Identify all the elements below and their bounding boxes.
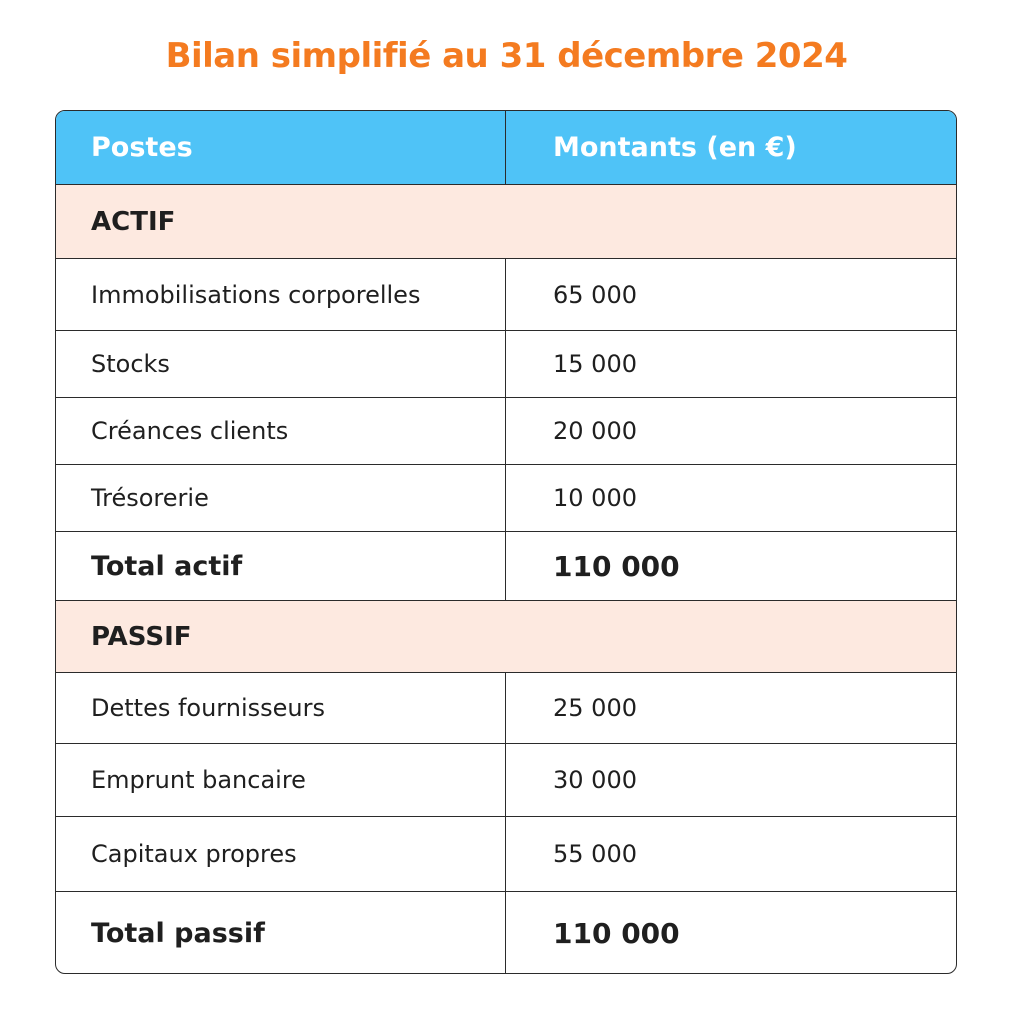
total-value-passif: 110 000: [553, 917, 680, 950]
section-label-actif: ACTIF: [91, 206, 176, 237]
table-row: [56, 817, 956, 892]
table-row: [56, 331, 956, 398]
row-montant: 15 000: [553, 350, 637, 378]
total-row-passif: [56, 892, 956, 974]
row-montant: 25 000: [553, 694, 637, 722]
row-montant: 55 000: [553, 840, 637, 868]
row-poste: Immobilisations corporelles: [56, 259, 506, 330]
row-poste: Capitaux propres: [56, 817, 506, 891]
row-poste: Dettes fournisseurs: [56, 673, 506, 743]
row-poste: Créances clients: [56, 398, 506, 464]
row-montant: 30 000: [553, 766, 637, 794]
table-row: [56, 744, 956, 817]
section-label-passif: PASSIF: [91, 621, 192, 652]
total-label-actif: Total actif: [56, 532, 506, 600]
row-poste: Stocks: [56, 331, 506, 397]
section-row-actif: [56, 185, 956, 259]
total-label-passif: Total passif: [56, 892, 506, 974]
header-montants: Montants (en €): [553, 132, 797, 163]
table-row: [56, 673, 956, 744]
row-poste: Emprunt bancaire: [56, 744, 506, 816]
section-row-passif: [56, 601, 956, 673]
table-header-row: [56, 111, 956, 185]
balance-sheet-table: [55, 110, 957, 974]
row-montant: 65 000: [553, 280, 637, 309]
table-row: [56, 398, 956, 465]
row-montant: 10 000: [553, 484, 637, 512]
row-montant: 20 000: [553, 417, 637, 445]
row-poste: Trésorerie: [56, 465, 506, 531]
header-postes: Postes: [56, 111, 506, 184]
page-title: Bilan simplifié au 31 décembre 2024: [165, 36, 848, 76]
total-value-actif: 110 000: [553, 549, 680, 583]
table-row: [56, 465, 956, 532]
table-row: [56, 259, 956, 331]
total-row-actif: [56, 532, 956, 601]
